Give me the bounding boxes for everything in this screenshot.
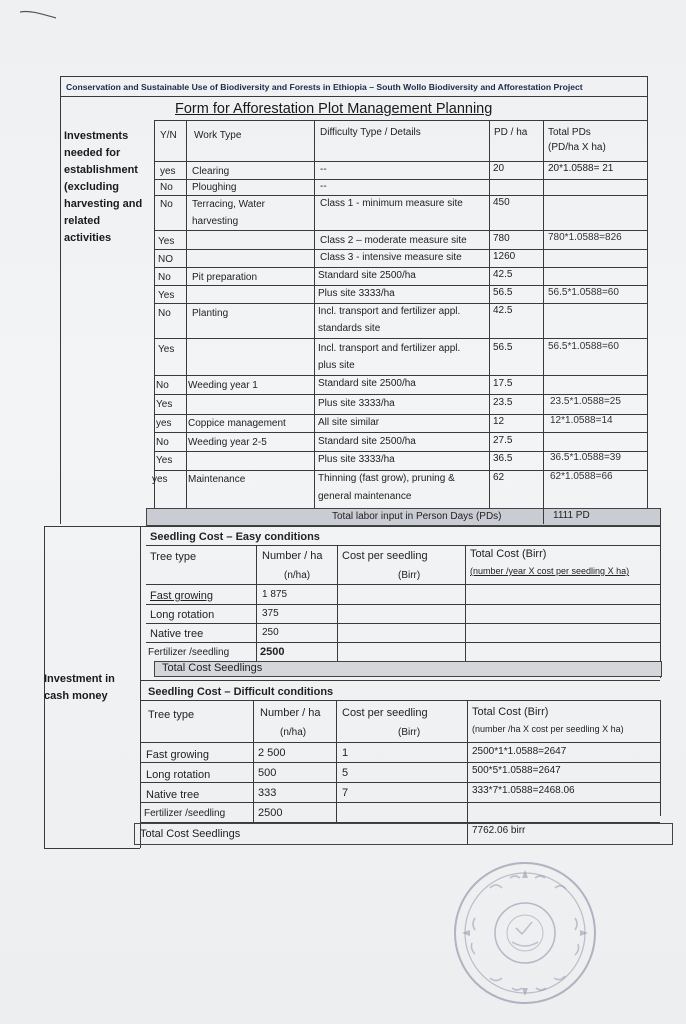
difficult-row-number: 2 500 (258, 747, 286, 759)
row-detail-cont: plus site (318, 360, 355, 371)
row-detail: All site similar (318, 417, 380, 428)
easy-row-type: Fast growing (150, 590, 213, 602)
row-pd: 1260 (493, 251, 516, 262)
row-yn: yes (160, 166, 176, 177)
difficult-title: Seedling Cost – Difficult conditions (148, 686, 334, 698)
row-pd: 36.5 (493, 453, 513, 464)
row-total: 56.5*1.0588=60 (548, 341, 619, 352)
row-total: 36.5*1.0588=39 (550, 452, 621, 463)
row-total: 23.5*1.0588=25 (550, 396, 621, 407)
row-work: Coppice management (188, 418, 286, 429)
row-pd: 20 (493, 163, 505, 174)
form-title: Form for Afforestation Plot Management Planning (175, 101, 493, 117)
row-pd: 17.5 (493, 378, 513, 389)
row-yn: No (158, 308, 171, 319)
row-total: 20*1.0588= 21 (548, 163, 614, 174)
row-pd: 12 (493, 416, 505, 427)
difficult-row-number: 333 (258, 787, 277, 799)
row-pd: 42.5 (493, 305, 513, 316)
investments-side-label: Investments needed for establishment (excluding harvesting and related activities (64, 130, 143, 244)
row-work: Planting (192, 308, 229, 319)
difficult-row-total: 333*7*1.0588=2468.06 (472, 785, 575, 796)
row-yn: yes (156, 418, 172, 429)
difficult-col-total: Total Cost (Birr) (472, 706, 549, 718)
easy-row-number: 375 (262, 608, 279, 619)
row-yn: No (156, 380, 169, 391)
row-detail-cont: standards site (318, 323, 381, 334)
col-difficulty: Difficulty Type / Details (320, 127, 421, 138)
row-yn: No (156, 437, 169, 448)
easy-row-type: Fertilizer /seedling (148, 647, 230, 658)
row-detail: Standard site 2500/ha (318, 436, 416, 447)
row-detail-cont: general maintenance (318, 491, 412, 502)
cash-side-label: Investment in cash money (44, 673, 115, 702)
row-detail: Standard site 2500/ha (318, 378, 416, 389)
row-detail: Plus site 3333/ha (318, 454, 395, 465)
difficult-row-cost: 1 (342, 747, 349, 759)
difficult-col-type: Tree type (148, 709, 195, 721)
difficult-row-total: 500*5*1.0588=2647 (472, 765, 561, 776)
easy-col-total-sub: (number /year X cost per seedling X ha) (470, 566, 630, 576)
difficult-row-type: Native tree (146, 789, 200, 801)
row-work: Maintenance (188, 474, 246, 485)
difficult-row-type: Long rotation (146, 769, 211, 781)
easy-row-number: 1 875 (262, 589, 288, 600)
difficult-row-cost: 7 (342, 787, 349, 799)
row-yn: Yes (158, 290, 175, 301)
easy-title: Seedling Cost – Easy conditions (150, 531, 320, 543)
col-yn: Y/N (160, 130, 177, 141)
easy-row-number: 250 (262, 627, 279, 638)
difficult-col-cost-sub: (Birr) (398, 727, 421, 738)
col-work-type: Work Type (194, 130, 242, 141)
row-pd: 56.5 (493, 287, 513, 298)
row-detail: Class 3 - intensive measure site (320, 252, 462, 263)
difficult-row-cost: 5 (342, 767, 349, 779)
row-work: Terracing, Water (192, 199, 265, 210)
row-yn: Yes (158, 236, 175, 247)
difficult-col-number: Number / ha (260, 707, 321, 719)
difficult-total-value: 7762.06 birr (472, 825, 526, 836)
easy-row-type: Native tree (150, 628, 204, 640)
easy-col-cost: Cost per seedling (342, 550, 428, 562)
row-detail: Incl. transport and fertilizer appl. (318, 306, 461, 317)
difficult-row-number: 2500 (258, 807, 283, 819)
row-detail: Class 2 – moderate measure site (320, 235, 467, 246)
row-pd: 23.5 (493, 397, 513, 408)
easy-col-number-sub: (n/ha) (284, 570, 311, 581)
total-labor-label: Total labor input in Person Days (PDs) (332, 511, 502, 522)
row-work: Weeding year 2-5 (188, 437, 267, 448)
row-total: 56.5*1.0588=60 (548, 287, 619, 298)
easy-col-type: Tree type (150, 551, 197, 563)
row-yn: No (158, 272, 171, 283)
row-yn: Yes (158, 344, 175, 355)
row-detail: Plus site 3333/ha (318, 398, 395, 409)
row-detail: Incl. transport and fertilizer appl. (318, 343, 461, 354)
row-work: Clearing (192, 166, 230, 177)
project-banner: Conservation and Sustainable Use of Biodiversity and Forests in Ethiopia – South Wollo Biodiversity and Afforestation Project (66, 82, 583, 92)
difficult-row-total: 2500*1*1.0588=2647 (472, 746, 567, 757)
col-total-pds: Total PDs (548, 127, 591, 138)
row-pd: 42.5 (493, 269, 513, 280)
total-labor-value: 1111 PD (553, 510, 590, 521)
col-total-pds-sub: (PD/ha X ha) (548, 142, 606, 153)
difficult-row-number: 500 (258, 767, 277, 779)
row-total: 62*1.0588=66 (550, 471, 613, 482)
row-work: Ploughing (192, 182, 237, 193)
difficult-col-number-sub: (n/ha) (280, 727, 307, 738)
row-detail: Class 1 - minimum measure site (320, 198, 463, 209)
easy-col-total: Total Cost (Birr) (470, 548, 547, 560)
row-total: 780*1.0588=826 (548, 232, 622, 243)
row-pd: 780 (493, 233, 510, 244)
easy-row-number: 2500 (260, 646, 285, 658)
row-pd: 56.5 (493, 342, 513, 353)
easy-col-number: Number / ha (262, 550, 323, 562)
easy-col-cost-sub: (Birr) (398, 570, 421, 581)
row-detail: Thinning (fast grow), pruning & (318, 473, 455, 484)
row-detail: -- (320, 181, 327, 192)
easy-row-type: Long rotation (150, 609, 215, 621)
official-stamp-icon (450, 858, 600, 1008)
row-pd: 450 (493, 197, 510, 208)
difficult-total-label: Total Cost Seedlings (140, 828, 241, 840)
row-total: 12*1.0588=14 (550, 415, 613, 426)
row-yn: yes (152, 474, 168, 485)
row-detail: -- (320, 164, 327, 175)
difficult-col-cost: Cost per seedling (342, 707, 428, 719)
row-detail: Standard site 2500/ha (318, 270, 416, 281)
row-work: Pit preparation (192, 272, 258, 283)
row-work: Weeding year 1 (188, 380, 258, 391)
difficult-col-total-sub: (number /ha X cost per seedling X ha) (472, 724, 624, 734)
row-yn: Yes (156, 399, 173, 410)
row-yn: No (160, 199, 173, 210)
row-pd: 62 (493, 472, 505, 483)
pen-mark (18, 6, 58, 20)
row-yn: Yes (156, 455, 173, 466)
row-detail: Plus site 3333/ha (318, 288, 395, 299)
row-work-cont: harvesting (192, 216, 239, 227)
row-yn: No (160, 182, 173, 193)
easy-total-label: Total Cost Seedlings (162, 662, 263, 674)
col-pd-ha: PD / ha (494, 127, 528, 138)
row-yn: NO (158, 254, 173, 265)
row-pd: 27.5 (493, 435, 513, 446)
difficult-row-type: Fast growing (146, 749, 209, 761)
difficult-row-type: Fertilizer /seedling (144, 808, 226, 819)
